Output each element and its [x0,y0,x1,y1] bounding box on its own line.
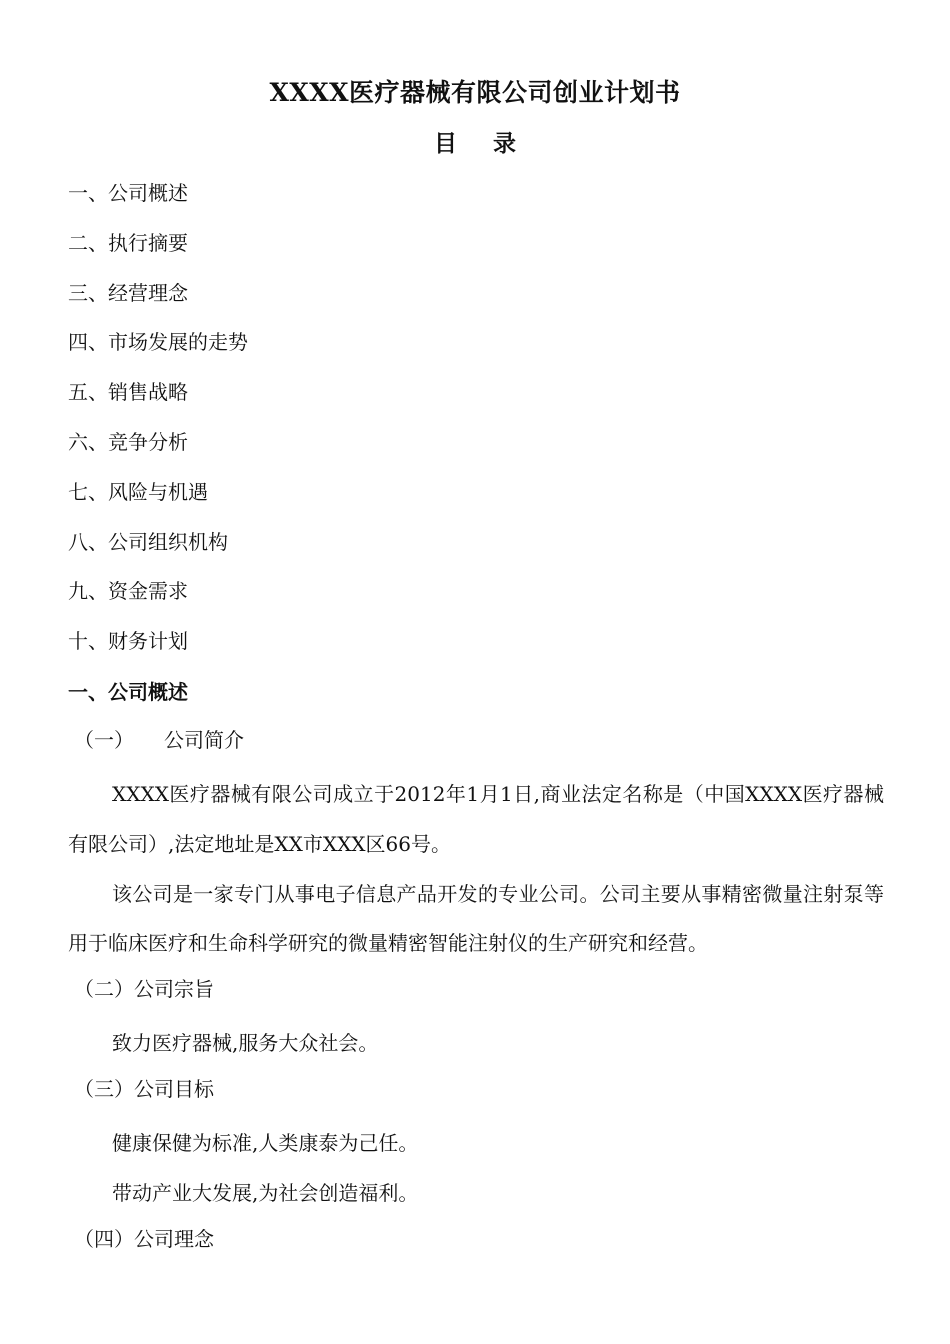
subsection-title: 公司简介 [164,728,244,752]
toc-item: 四、市场发展的走势 [68,330,248,355]
document-title: XXXX医疗器械有限公司创业计划书 [269,78,681,107]
subsection-number: （四） [74,1226,134,1251]
toc-item: 二、执行摘要 [68,230,188,255]
toc-item: 六、竞争分析 [68,429,188,454]
subsection-heading-goals [68,1069,884,1119]
subsection-heading-purpose [68,969,884,1019]
subsection-title: 公司目标 [134,1076,214,1101]
subsection-number: （二） [74,977,134,1002]
toc-item: 八、公司组织机构 [68,529,228,554]
toc-heading: 目录 [434,130,552,157]
paragraph: 致力医疗器械,服务大众社会。 [112,1031,379,1056]
subsection-title: 公司理念 [134,1226,214,1251]
paragraph: 健康保健为标准,人类康泰为己任。 [112,1130,419,1155]
subsection-heading-intro [68,720,884,770]
paragraph: 带动产业大发展,为社会创造福利。 [112,1180,419,1205]
section-heading: 一、公司概述 [68,680,188,704]
toc-item: 十、财务计划 [68,629,188,654]
subsection-number: （一） [74,728,134,752]
paragraph: 该公司是一家专门从事电子信息产品开发的专业公司。公司主要从事精密微量注射泵等用于临床医疗和生命科学研究的微量精密智能注射仪的生产研究和经营。 [68,881,884,956]
table-of-contents [68,173,248,671]
toc-item: 三、经营理念 [68,280,188,305]
subsection-number: （三） [74,1076,134,1101]
toc-item: 五、销售战略 [68,380,188,405]
paragraph: XXXX医疗器械有限公司成立于2012年1月1日,商业法定名称是（中国XXXX医疗器械有限公司）,法定地址是XX市XXX区66号。 [68,782,884,856]
toc-item: 一、公司概述 [68,181,188,205]
toc-item: 七、风险与机遇 [68,479,208,504]
document-body [68,672,884,1269]
subsection-title: 公司宗旨 [134,977,214,1002]
subsection-heading-philosophy [68,1219,884,1269]
toc-item: 九、资金需求 [68,579,188,604]
